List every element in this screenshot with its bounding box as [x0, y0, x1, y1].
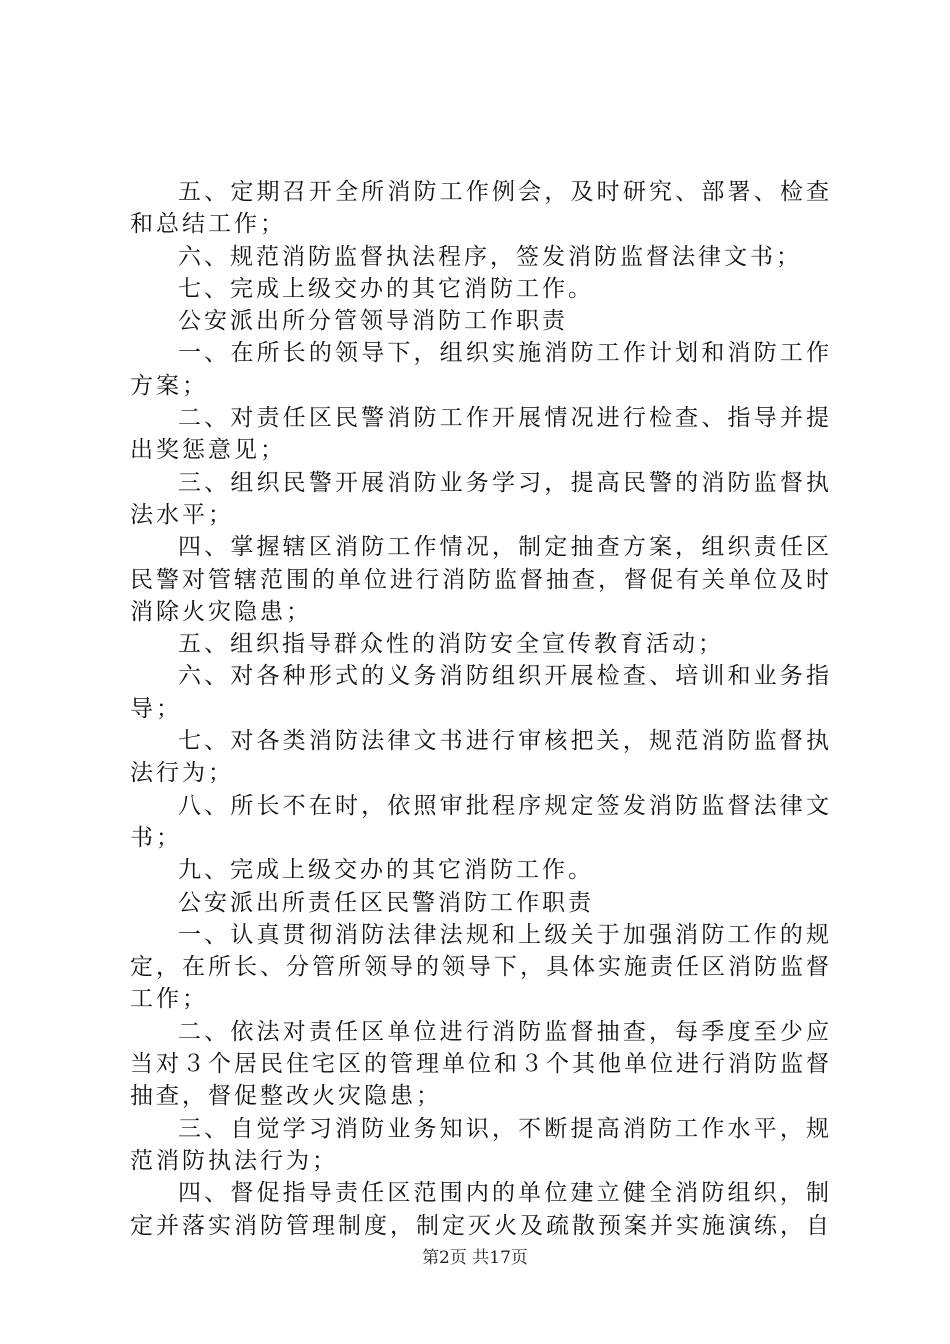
section-heading: 公安派出所分管领导消防工作职责: [178, 308, 568, 335]
paragraph: 二、依法对责任区单位进行消防监督抽查，每季度至少应当对３个居民住宅区的管理单位和３个其他单位进行消防监督抽查，督促整改火灾隐患；: [130, 1018, 832, 1110]
paragraph: 九、完成上级交办的其它消防工作。: [178, 857, 594, 884]
paragraph: 七、对各类消防法律文书进行审核把关，规范消防监督执法行为；: [130, 728, 832, 787]
paragraph: 八、所长不在时，依照审批程序规定签发消防监督法律文书；: [130, 792, 832, 851]
page-number-footer: 第2页 共17页: [422, 1248, 528, 1268]
document-body: [130, 176, 832, 1242]
paragraph: 三、自觉学习消防业务知识，不断提高消防工作水平，规范消防执法行为；: [130, 1115, 832, 1174]
paragraph: 六、规范消防监督执法程序，签发消防监督法律文书；: [178, 243, 802, 270]
paragraph: 七、完成上级交办的其它消防工作。: [178, 275, 594, 302]
paragraph: 五、定期召开全所消防工作例会，及时研究、部署、检查和总结工作；: [130, 179, 832, 238]
paragraph: 三、组织民警开展消防业务学习，提高民警的消防监督执法水平；: [130, 469, 832, 528]
paragraph: 一、认真贯彻消防法律法规和上级关于加强消防工作的规定，在所长、分管所领导的领导下，具体实施责任区消防监督工作；: [130, 921, 832, 1013]
paragraph: 四、掌握辖区消防工作情况，制定抽查方案，组织责任区民警对管辖范围的单位进行消防监督抽查，督促有关单位及时消除火灾隐患；: [130, 534, 832, 625]
paragraph: 一、在所长的领导下，组织实施消防工作计划和消防工作方案；: [130, 340, 832, 399]
paragraph: 二、对责任区民警消防工作开展情况进行检查、指导并提出奖惩意见；: [130, 405, 832, 464]
paragraph: 六、对各种形式的义务消防组织开展检查、培训和业务指导；: [130, 663, 832, 722]
paragraph: 五、组织指导群众性的消防安全宣传教育活动；: [178, 631, 724, 658]
section-heading: 公安派出所责任区民警消防工作职责: [178, 889, 594, 916]
paragraph: 四、督促指导责任区范围内的单位建立健全消防组织，制定并落实消防管理制度，制定灭火及疏散预案并实施演练，自: [130, 1180, 832, 1239]
